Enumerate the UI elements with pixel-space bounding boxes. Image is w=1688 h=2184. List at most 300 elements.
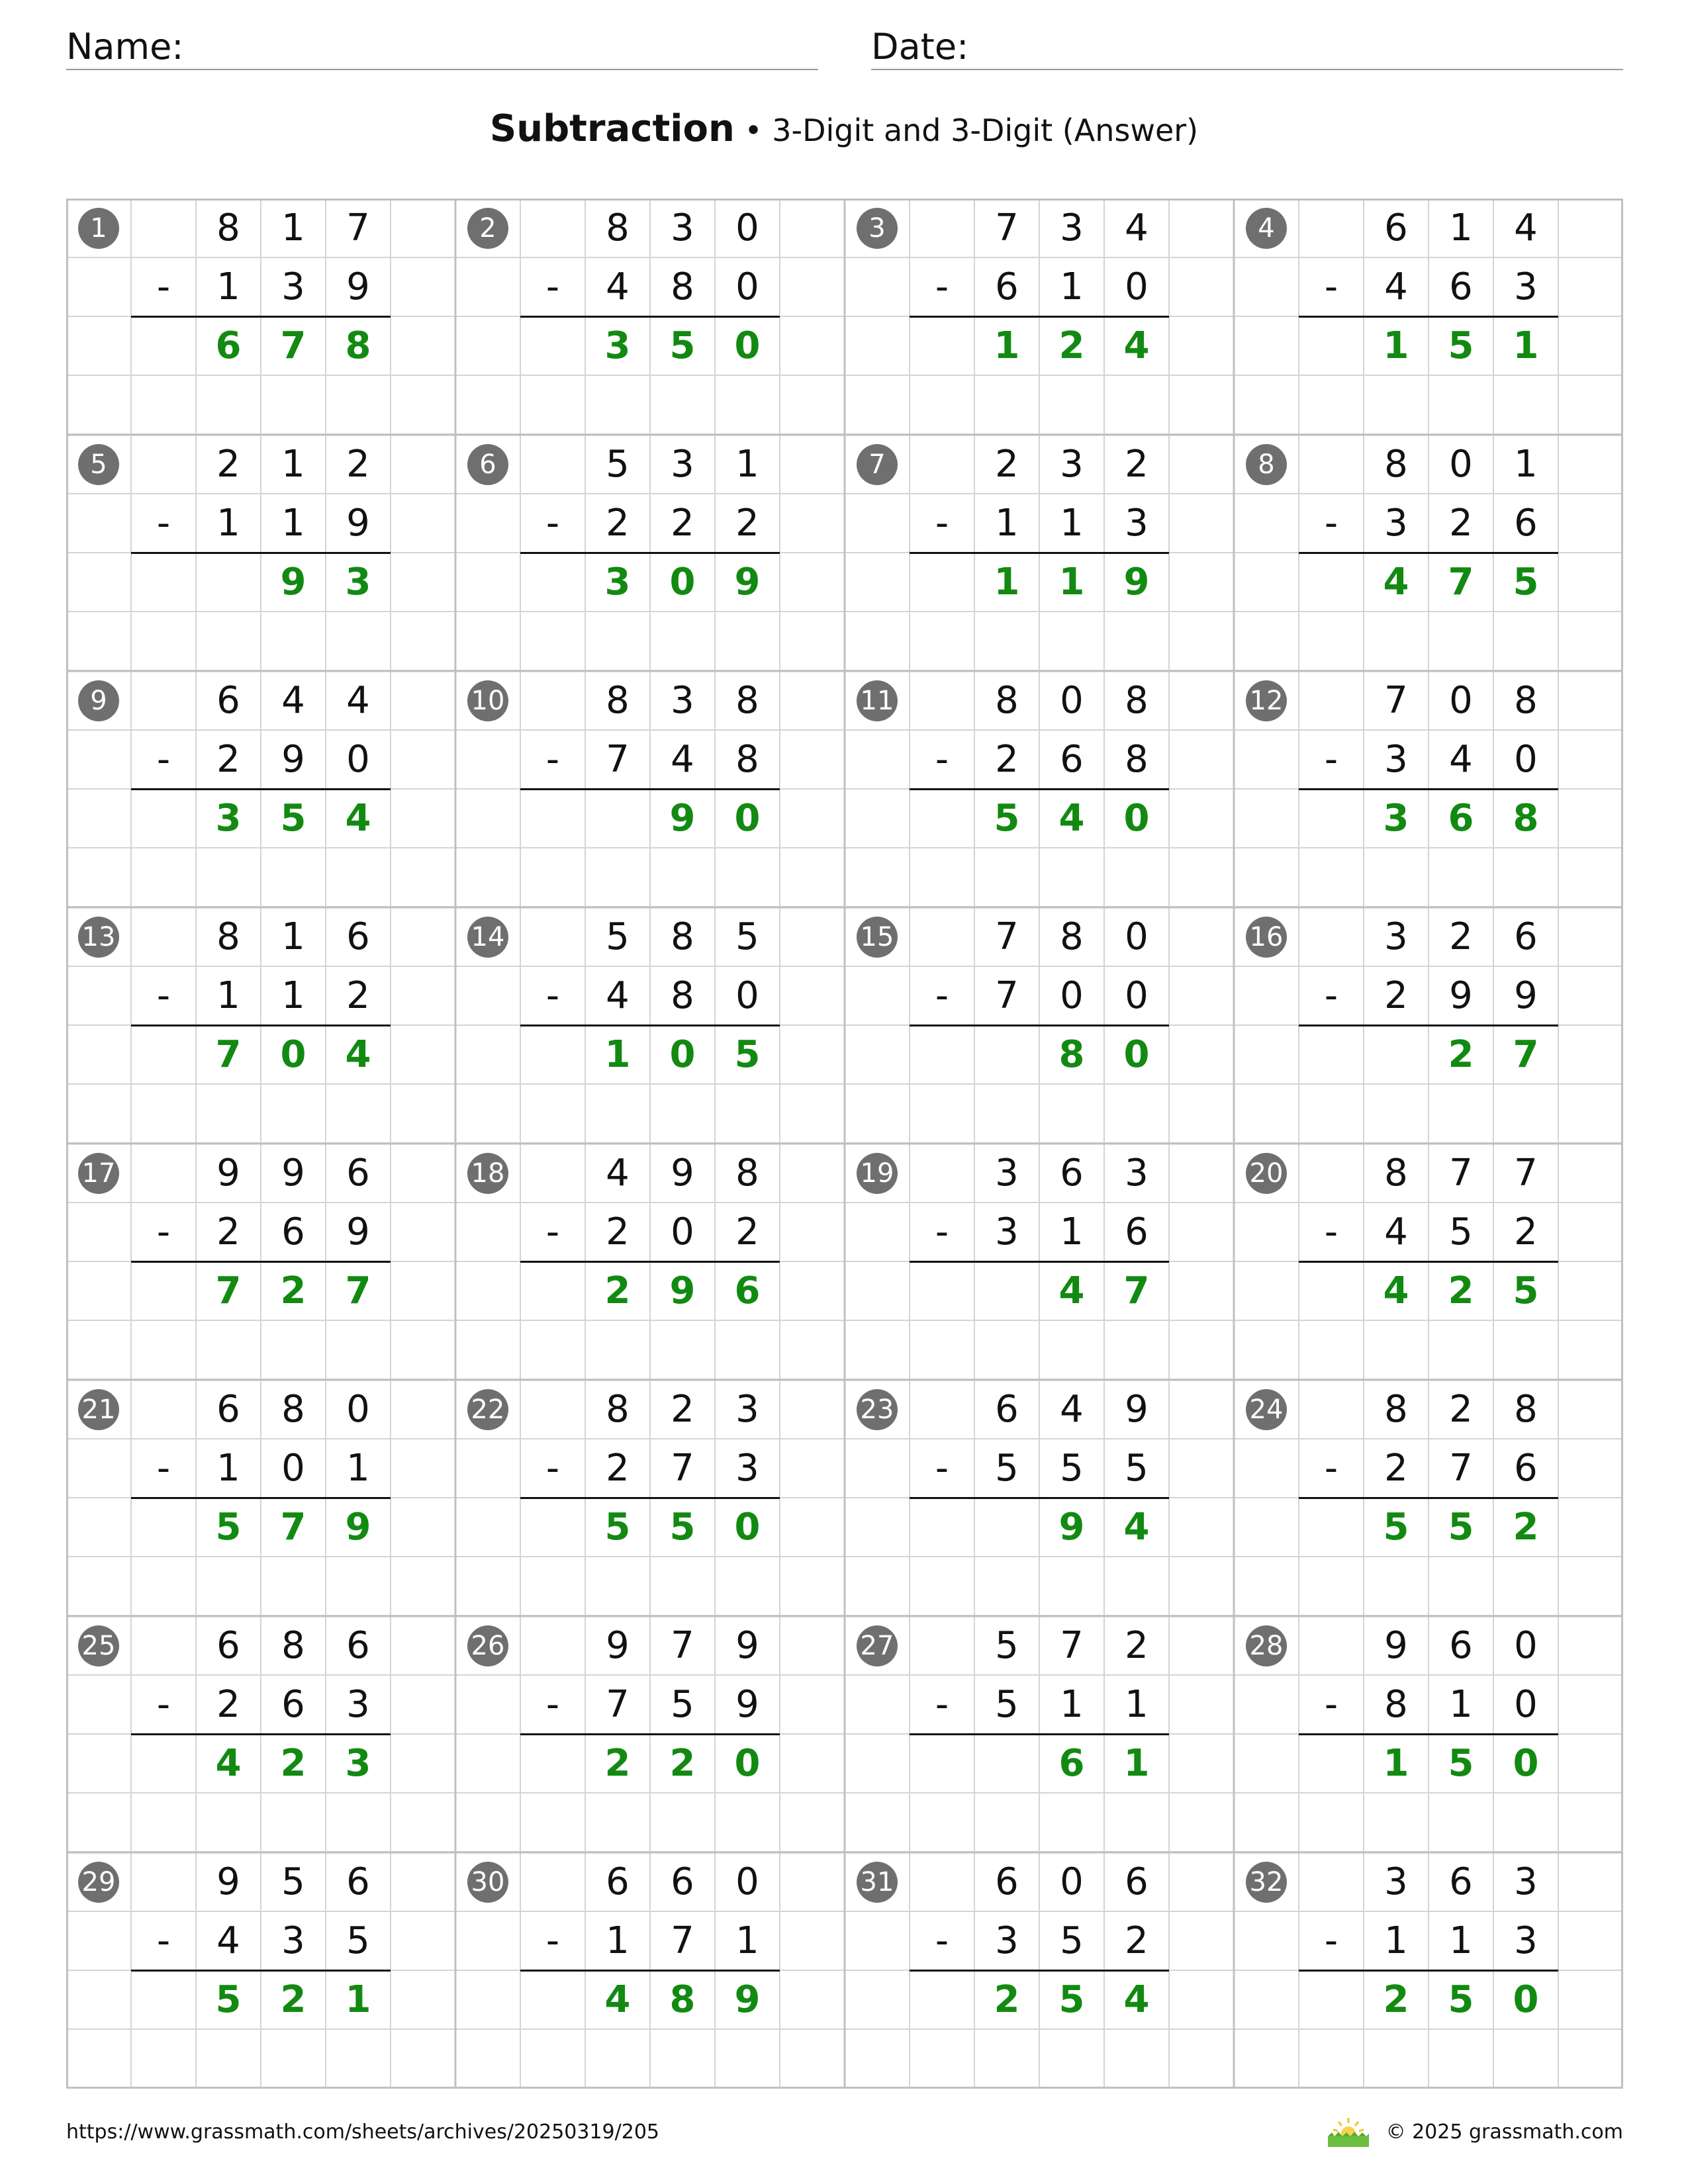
subtrahend-digit: 6 bbox=[1514, 1447, 1538, 1490]
answer-digit: 9 bbox=[1058, 1506, 1085, 1549]
minuend-digit: 0 bbox=[1060, 1860, 1084, 1903]
answer-digit: 8 bbox=[1058, 1033, 1085, 1076]
subtrahend-digit: 7 bbox=[1449, 1447, 1473, 1490]
answer-rule bbox=[910, 552, 1169, 554]
problem-number-badge: 7 bbox=[857, 444, 898, 485]
answer-digit: 9 bbox=[669, 1269, 696, 1312]
answer-digit: 2 bbox=[1448, 1033, 1474, 1076]
sun-grass-icon bbox=[1325, 2115, 1372, 2148]
answer-rule bbox=[520, 1733, 780, 1735]
answer-rule bbox=[520, 1261, 780, 1263]
minuend-digit: 8 bbox=[216, 206, 240, 250]
answer-digit: 0 bbox=[734, 797, 761, 840]
subtrahend-digit: 1 bbox=[1384, 1919, 1408, 1962]
minus-sign: - bbox=[1324, 502, 1338, 545]
answer-digit: 7 bbox=[1123, 1269, 1150, 1312]
answer-digit: 2 bbox=[1448, 1269, 1474, 1312]
minuend-digit: 0 bbox=[735, 1860, 759, 1903]
minuend-digit: 8 bbox=[1060, 915, 1084, 958]
answer-rule bbox=[910, 1497, 1169, 1499]
subtrahend-digit: 0 bbox=[346, 738, 370, 781]
problem-30 bbox=[455, 1852, 845, 2089]
subtrahend-digit: 6 bbox=[995, 265, 1019, 308]
answer-rule bbox=[1299, 788, 1558, 790]
problem-31 bbox=[845, 1852, 1234, 2089]
subtrahend-digit: 2 bbox=[606, 1447, 630, 1490]
subtrahend-digit: 4 bbox=[671, 738, 694, 781]
answer-digit: 7 bbox=[1448, 561, 1474, 604]
subtrahend-digit: 5 bbox=[995, 1683, 1019, 1726]
minus-sign: - bbox=[935, 1919, 949, 1962]
minus-sign: - bbox=[156, 738, 171, 781]
answer-digit: 4 bbox=[1123, 1506, 1150, 1549]
minuend-digit: 6 bbox=[346, 1152, 370, 1195]
answer-digit: 1 bbox=[604, 1033, 631, 1076]
problem-number-badge: 24 bbox=[1246, 1389, 1287, 1430]
subtrahend-digit: 7 bbox=[606, 1683, 630, 1726]
minuend-digit: 2 bbox=[1449, 915, 1473, 958]
problem-number-badge: 18 bbox=[467, 1153, 508, 1194]
minuend-digit: 1 bbox=[281, 915, 305, 958]
answer-digit: 4 bbox=[1383, 1269, 1409, 1312]
answer-rule bbox=[520, 1970, 780, 1972]
answer-digit: 9 bbox=[734, 1978, 761, 2021]
date-field[interactable] bbox=[871, 25, 1623, 70]
problem-2 bbox=[455, 199, 845, 435]
answer-rule bbox=[1299, 1024, 1558, 1026]
subtrahend-digit: 9 bbox=[346, 502, 370, 545]
problem-22 bbox=[455, 1380, 845, 1616]
minus-sign: - bbox=[1324, 1447, 1338, 1490]
answer-digit: 1 bbox=[1123, 1742, 1150, 1785]
subtrahend-digit: 6 bbox=[1514, 502, 1538, 545]
problem-18 bbox=[455, 1144, 845, 1380]
answer-digit: 1 bbox=[1058, 561, 1085, 604]
subtrahend-digit: 2 bbox=[606, 502, 630, 545]
answer-digit: 2 bbox=[280, 1269, 306, 1312]
minus-sign: - bbox=[935, 738, 949, 781]
problem-number-badge: 9 bbox=[78, 680, 119, 721]
problem-number-badge: 6 bbox=[467, 444, 508, 485]
minuend-digit: 7 bbox=[671, 1624, 694, 1667]
subtrahend-digit: 0 bbox=[1125, 265, 1149, 308]
problem-number-badge: 12 bbox=[1246, 680, 1287, 721]
minus-sign: - bbox=[1324, 1919, 1338, 1962]
subtrahend-digit: 8 bbox=[1125, 738, 1149, 781]
minuend-digit: 8 bbox=[606, 206, 630, 250]
minuend-digit: 8 bbox=[216, 915, 240, 958]
minus-sign: - bbox=[935, 265, 949, 308]
minuend-digit: 9 bbox=[1125, 1388, 1149, 1431]
minuend-digit: 5 bbox=[606, 443, 630, 486]
subtrahend-digit: 0 bbox=[735, 265, 759, 308]
subtrahend-digit: 3 bbox=[1384, 502, 1408, 545]
subtrahend-digit: 9 bbox=[1449, 974, 1473, 1017]
answer-digit: 5 bbox=[1448, 324, 1474, 367]
minuend-digit: 2 bbox=[1125, 1624, 1149, 1667]
minuend-digit: 6 bbox=[346, 1860, 370, 1903]
answer-digit: 2 bbox=[280, 1742, 306, 1785]
answer-digit: 0 bbox=[734, 324, 761, 367]
subtrahend-digit: 1 bbox=[1449, 1683, 1473, 1726]
answer-digit: 1 bbox=[1383, 324, 1409, 367]
answer-digit: 5 bbox=[1448, 1506, 1474, 1549]
answer-digit: 5 bbox=[994, 797, 1020, 840]
answer-digit: 4 bbox=[1123, 1978, 1150, 2021]
minuend-digit: 0 bbox=[1125, 915, 1149, 958]
subtrahend-digit: 5 bbox=[1060, 1919, 1084, 1962]
answer-rule bbox=[910, 1261, 1169, 1263]
problem-8 bbox=[1234, 435, 1623, 671]
problem-grid bbox=[66, 199, 1623, 2089]
minuend-digit: 3 bbox=[671, 679, 694, 722]
answer-rule bbox=[910, 1024, 1169, 1026]
subtrahend-digit: 2 bbox=[735, 502, 759, 545]
minuend-digit: 6 bbox=[995, 1860, 1019, 1903]
subtrahend-digit: 2 bbox=[216, 738, 240, 781]
subtrahend-digit: 4 bbox=[606, 974, 630, 1017]
answer-digit: 2 bbox=[1513, 1506, 1539, 1549]
subtrahend-digit: 2 bbox=[1384, 974, 1408, 1017]
subtrahend-digit: 2 bbox=[1384, 1447, 1408, 1490]
answer-rule bbox=[910, 316, 1169, 318]
minuend-digit: 1 bbox=[735, 443, 759, 486]
answer-digit: 2 bbox=[1383, 1978, 1409, 2021]
problem-number-badge: 8 bbox=[1246, 444, 1287, 485]
problem-number-badge: 14 bbox=[467, 917, 508, 958]
answer-digit: 0 bbox=[1123, 797, 1150, 840]
answer-digit: 9 bbox=[734, 561, 761, 604]
problem-number-badge: 21 bbox=[78, 1389, 119, 1430]
problem-12 bbox=[1234, 671, 1623, 907]
subtrahend-digit: 0 bbox=[1514, 738, 1538, 781]
answer-digit: 6 bbox=[734, 1269, 761, 1312]
minuend-digit: 2 bbox=[346, 443, 370, 486]
problem-number-badge: 26 bbox=[467, 1625, 508, 1666]
minus-sign: - bbox=[156, 1210, 171, 1253]
subtrahend-digit: 1 bbox=[216, 1447, 240, 1490]
problem-number-badge: 32 bbox=[1246, 1862, 1287, 1903]
problem-number-badge: 2 bbox=[467, 208, 508, 249]
subtrahend-digit: 4 bbox=[606, 265, 630, 308]
minuend-digit: 8 bbox=[1514, 1388, 1538, 1431]
minuend-digit: 6 bbox=[346, 1624, 370, 1667]
answer-digit: 5 bbox=[215, 1506, 242, 1549]
answer-digit: 1 bbox=[994, 324, 1020, 367]
subtrahend-digit: 5 bbox=[1449, 1210, 1473, 1253]
answer-rule bbox=[1299, 1497, 1558, 1499]
subtrahend-digit: 3 bbox=[1514, 265, 1538, 308]
minuend-digit: 6 bbox=[671, 1860, 694, 1903]
problem-number-badge: 1 bbox=[78, 208, 119, 249]
subtrahend-digit: 2 bbox=[735, 1210, 759, 1253]
minus-sign: - bbox=[1324, 1683, 1338, 1726]
minuend-digit: 9 bbox=[671, 1152, 694, 1195]
subtrahend-digit: 2 bbox=[216, 1683, 240, 1726]
answer-digit: 7 bbox=[280, 1506, 306, 1549]
answer-digit: 9 bbox=[280, 561, 306, 604]
subtrahend-digit: 2 bbox=[1514, 1210, 1538, 1253]
minuend-digit: 8 bbox=[281, 1388, 305, 1431]
problem-15 bbox=[845, 907, 1234, 1144]
problem-19 bbox=[845, 1144, 1234, 1380]
minuend-digit: 2 bbox=[216, 443, 240, 486]
minuend-digit: 6 bbox=[606, 1860, 630, 1903]
minuend-digit: 8 bbox=[1384, 1152, 1408, 1195]
answer-digit: 5 bbox=[1383, 1506, 1409, 1549]
subtrahend-digit: 9 bbox=[346, 1210, 370, 1253]
minus-sign: - bbox=[935, 1210, 949, 1253]
subtrahend-digit: 0 bbox=[735, 974, 759, 1017]
minuend-digit: 0 bbox=[1060, 679, 1084, 722]
minuend-digit: 4 bbox=[606, 1152, 630, 1195]
answer-rule bbox=[520, 316, 780, 318]
answer-rule bbox=[1299, 1733, 1558, 1735]
answer-digit: 8 bbox=[669, 1978, 696, 2021]
subtrahend-digit: 6 bbox=[1125, 1210, 1149, 1253]
minuend-digit: 3 bbox=[671, 206, 694, 250]
answer-rule bbox=[1299, 316, 1558, 318]
problem-25 bbox=[66, 1616, 455, 1852]
title-sub: 3-Digit and 3-Digit (Answer) bbox=[772, 113, 1199, 148]
problem-number-badge: 23 bbox=[857, 1389, 898, 1430]
problem-4 bbox=[1234, 199, 1623, 435]
minus-sign: - bbox=[1324, 974, 1338, 1017]
answer-digit: 3 bbox=[1383, 797, 1409, 840]
minus-sign: - bbox=[545, 974, 560, 1017]
minuend-digit: 5 bbox=[995, 1624, 1019, 1667]
subtrahend-digit: 3 bbox=[346, 1683, 370, 1726]
problem-32 bbox=[1234, 1852, 1623, 2089]
minuend-digit: 9 bbox=[1384, 1624, 1408, 1667]
minus-sign: - bbox=[156, 974, 171, 1017]
minus-sign: - bbox=[935, 1683, 949, 1726]
minuend-digit: 4 bbox=[1060, 1388, 1084, 1431]
subtrahend-digit: 7 bbox=[671, 1919, 694, 1962]
answer-digit: 5 bbox=[1448, 1742, 1474, 1785]
answer-digit: 4 bbox=[1123, 324, 1150, 367]
answer-digit: 2 bbox=[604, 1269, 631, 1312]
subtrahend-digit: 2 bbox=[1125, 1919, 1149, 1962]
problem-number-badge: 30 bbox=[467, 1862, 508, 1903]
answer-digit: 3 bbox=[604, 324, 631, 367]
subtrahend-digit: 2 bbox=[216, 1210, 240, 1253]
problem-number-badge: 22 bbox=[467, 1389, 508, 1430]
problem-29 bbox=[66, 1852, 455, 2089]
problem-number-badge: 16 bbox=[1246, 917, 1287, 958]
minus-sign: - bbox=[1324, 265, 1338, 308]
answer-digit: 9 bbox=[669, 797, 696, 840]
minuend-digit: 9 bbox=[735, 1624, 759, 1667]
problem-10 bbox=[455, 671, 845, 907]
subtrahend-digit: 2 bbox=[671, 502, 694, 545]
minuend-digit: 7 bbox=[995, 206, 1019, 250]
subtrahend-digit: 8 bbox=[671, 265, 694, 308]
minuend-digit: 2 bbox=[995, 443, 1019, 486]
minuend-digit: 8 bbox=[606, 1388, 630, 1431]
minuend-digit: 8 bbox=[671, 915, 694, 958]
problem-number-badge: 13 bbox=[78, 917, 119, 958]
answer-digit: 4 bbox=[345, 797, 371, 840]
answer-digit: 5 bbox=[1513, 1269, 1539, 1312]
minuend-digit: 3 bbox=[1514, 1860, 1538, 1903]
answer-rule bbox=[131, 788, 391, 790]
minuend-digit: 3 bbox=[995, 1152, 1019, 1195]
subtrahend-digit: 1 bbox=[1060, 1683, 1084, 1726]
minuend-digit: 7 bbox=[1514, 1152, 1538, 1195]
subtrahend-digit: 3 bbox=[281, 1919, 305, 1962]
problem-24 bbox=[1234, 1380, 1623, 1616]
subtrahend-digit: 7 bbox=[671, 1447, 694, 1490]
minuend-digit: 8 bbox=[1125, 679, 1149, 722]
answer-digit: 4 bbox=[1383, 561, 1409, 604]
minuend-digit: 3 bbox=[1384, 915, 1408, 958]
subtrahend-digit: 3 bbox=[1125, 502, 1149, 545]
answer-rule bbox=[131, 1970, 391, 1972]
minuend-digit: 4 bbox=[281, 679, 305, 722]
minus-sign: - bbox=[156, 1683, 171, 1726]
answer-digit: 0 bbox=[1123, 1033, 1150, 1076]
answer-digit: 4 bbox=[345, 1033, 371, 1076]
answer-digit: 5 bbox=[669, 1506, 696, 1549]
answer-digit: 0 bbox=[1513, 1742, 1539, 1785]
answer-rule bbox=[131, 1261, 391, 1263]
name-label: Name: bbox=[66, 26, 184, 68]
answer-rule bbox=[910, 1970, 1169, 1972]
minuend-digit: 6 bbox=[1514, 915, 1538, 958]
subtrahend-digit: 6 bbox=[281, 1683, 305, 1726]
problem-7 bbox=[845, 435, 1234, 671]
answer-digit: 6 bbox=[1448, 797, 1474, 840]
minuend-digit: 4 bbox=[1514, 206, 1538, 250]
subtrahend-digit: 1 bbox=[995, 502, 1019, 545]
subtrahend-digit: 5 bbox=[1125, 1447, 1149, 1490]
minuend-digit: 8 bbox=[606, 679, 630, 722]
minuend-digit: 0 bbox=[1449, 679, 1473, 722]
answer-digit: 8 bbox=[1513, 797, 1539, 840]
minus-sign: - bbox=[935, 1447, 949, 1490]
subtrahend-digit: 0 bbox=[281, 1447, 305, 1490]
answer-digit: 7 bbox=[1513, 1033, 1539, 1076]
minus-sign: - bbox=[545, 265, 560, 308]
subtrahend-digit: 2 bbox=[995, 738, 1019, 781]
subtrahend-digit: 9 bbox=[346, 265, 370, 308]
minuend-digit: 0 bbox=[1449, 443, 1473, 486]
problem-26 bbox=[455, 1616, 845, 1852]
subtrahend-digit: 3 bbox=[995, 1919, 1019, 1962]
minuend-digit: 3 bbox=[671, 443, 694, 486]
answer-digit: 5 bbox=[1513, 561, 1539, 604]
minus-sign: - bbox=[545, 738, 560, 781]
subtrahend-digit: 0 bbox=[1125, 974, 1149, 1017]
answer-digit: 9 bbox=[1123, 561, 1150, 604]
minus-sign: - bbox=[156, 502, 171, 545]
problem-21 bbox=[66, 1380, 455, 1616]
answer-digit: 6 bbox=[215, 324, 242, 367]
subtrahend-digit: 7 bbox=[995, 974, 1019, 1017]
answer-digit: 7 bbox=[215, 1033, 242, 1076]
problem-3 bbox=[845, 199, 1234, 435]
subtrahend-digit: 1 bbox=[281, 502, 305, 545]
minuend-digit: 3 bbox=[1125, 1152, 1149, 1195]
subtrahend-digit: 3 bbox=[1384, 738, 1408, 781]
subtrahend-digit: 5 bbox=[1060, 1447, 1084, 1490]
problem-number-badge: 5 bbox=[78, 444, 119, 485]
subtrahend-digit: 1 bbox=[1449, 1919, 1473, 1962]
minuend-digit: 6 bbox=[995, 1388, 1019, 1431]
name-field[interactable] bbox=[66, 25, 818, 70]
answer-digit: 1 bbox=[994, 561, 1020, 604]
answer-digit: 6 bbox=[1058, 1742, 1085, 1785]
problem-number-badge: 28 bbox=[1246, 1625, 1287, 1666]
subtrahend-digit: 1 bbox=[216, 265, 240, 308]
subtrahend-digit: 0 bbox=[1514, 1683, 1538, 1726]
problem-9 bbox=[66, 671, 455, 907]
problem-number-badge: 15 bbox=[857, 917, 898, 958]
problem-1 bbox=[66, 199, 455, 435]
minus-sign: - bbox=[156, 1447, 171, 1490]
minuend-digit: 8 bbox=[735, 679, 759, 722]
subtrahend-digit: 3 bbox=[1514, 1919, 1538, 1962]
problem-number-badge: 20 bbox=[1246, 1153, 1287, 1194]
answer-rule bbox=[1299, 552, 1558, 554]
subtrahend-digit: 4 bbox=[1384, 1210, 1408, 1253]
minuend-digit: 9 bbox=[216, 1860, 240, 1903]
minuend-digit: 0 bbox=[735, 206, 759, 250]
subtrahend-digit: 0 bbox=[671, 1210, 694, 1253]
answer-digit: 2 bbox=[994, 1978, 1020, 2021]
answer-rule bbox=[1299, 1261, 1558, 1263]
answer-digit: 1 bbox=[1383, 1742, 1409, 1785]
minuend-digit: 6 bbox=[1449, 1860, 1473, 1903]
answer-digit: 5 bbox=[604, 1506, 631, 1549]
subtrahend-digit: 1 bbox=[216, 974, 240, 1017]
answer-digit: 0 bbox=[669, 1033, 696, 1076]
minuend-digit: 6 bbox=[216, 679, 240, 722]
minuend-digit: 5 bbox=[735, 915, 759, 958]
minuend-digit: 8 bbox=[281, 1624, 305, 1667]
answer-digit: 0 bbox=[669, 561, 696, 604]
problem-20 bbox=[1234, 1144, 1623, 1380]
answer-digit: 5 bbox=[215, 1978, 242, 2021]
answer-rule bbox=[520, 1024, 780, 1026]
subtrahend-digit: 5 bbox=[995, 1447, 1019, 1490]
answer-rule bbox=[131, 1497, 391, 1499]
minuend-digit: 3 bbox=[735, 1388, 759, 1431]
answer-digit: 7 bbox=[280, 324, 306, 367]
answer-digit: 2 bbox=[280, 1978, 306, 2021]
subtrahend-digit: 3 bbox=[281, 265, 305, 308]
minus-sign: - bbox=[545, 1210, 560, 1253]
minuend-digit: 6 bbox=[346, 915, 370, 958]
minuend-digit: 1 bbox=[1514, 443, 1538, 486]
problem-number-badge: 27 bbox=[857, 1625, 898, 1666]
answer-digit: 1 bbox=[345, 1978, 371, 2021]
minus-sign: - bbox=[1324, 1210, 1338, 1253]
answer-rule bbox=[910, 1733, 1169, 1735]
answer-digit: 4 bbox=[1058, 1269, 1085, 1312]
problem-23 bbox=[845, 1380, 1234, 1616]
problem-11 bbox=[845, 671, 1234, 907]
worksheet-title bbox=[0, 106, 1688, 154]
answer-digit: 5 bbox=[280, 797, 306, 840]
minuend-digit: 6 bbox=[216, 1388, 240, 1431]
minuend-digit: 2 bbox=[1125, 443, 1149, 486]
problem-6 bbox=[455, 435, 845, 671]
answer-rule bbox=[131, 552, 391, 554]
problem-27 bbox=[845, 1616, 1234, 1852]
minuend-digit: 3 bbox=[1060, 206, 1084, 250]
